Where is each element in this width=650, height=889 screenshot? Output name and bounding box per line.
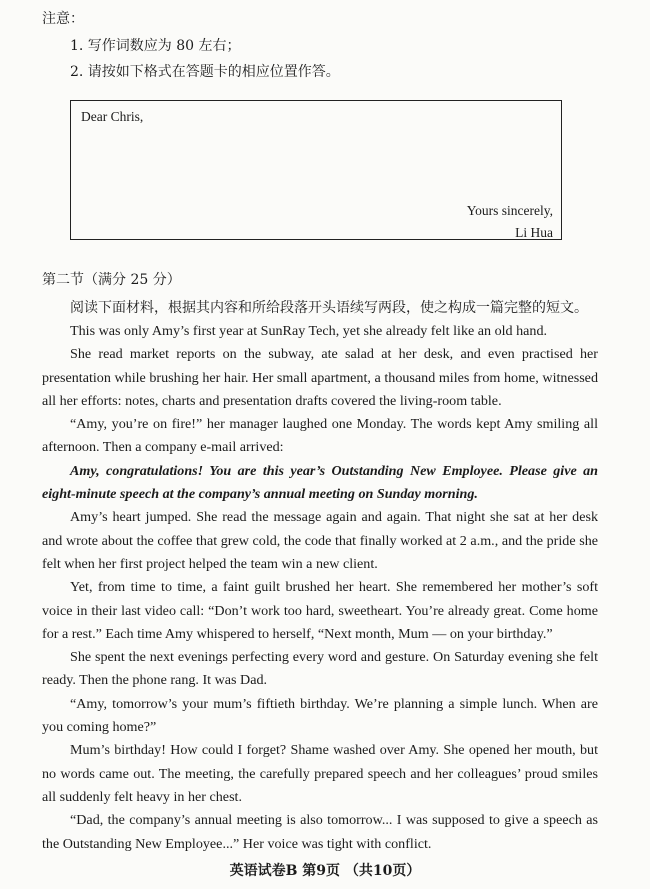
letter-greeting: Dear Chris,	[81, 109, 144, 124]
story-paragraph: This was only Amy’s first year at SunRay Tech, yet she already felt like an old hand.	[70, 323, 548, 339]
notes-heading: 注意：	[42, 11, 84, 27]
note-item-2: 2. 请按如下格式在答题卡的相应位置作答。	[70, 64, 340, 80]
story-paragraph: “Amy, tomorrow’s your mum’s fiftieth birthday. We’re planning a simple lunch. When are you coming home?”	[42, 695, 598, 736]
story-paragraph: She read market reports on the subway, ate salad at her desk, and even practised her presentation while brushing her hair. Her small apartment, a thousand miles from home, witnessed all her efforts: notes, charts and presentation drafts covered the living-room table.	[42, 346, 598, 409]
story-paragraph: Amy’s heart jumped. She read the message again and again. That night she sat at her desk and wrote about the coffee that grew cold, the code that finally worked at 2 a.m., and the pride she felt when her first project helped the team win a new client.	[42, 509, 598, 572]
section-heading: 第二节（满分 25 分）	[42, 272, 181, 288]
story-paragraph: Yet, from time to time, a faint guilt brushed her heart. She remembered her mother’s soft voice in their last video call: “Don’t work too hard, sweetheart. You’re already great. Come home for a rest.” Each time Amy whispered to herself, “Next month, Mum — on your birthday.”	[42, 579, 598, 642]
section-instruction: 阅读下面材料，根据其内容和所给段落开头语续写两段，使之构成一篇完整的短文。	[70, 300, 588, 316]
page-footer: 英语试卷B 第9页 （共10页）	[229, 863, 421, 879]
story-email: Amy, congratulations! You are this year’s Outstanding New Employee. Please give an eight-minute speech at the company’s annual meeting on Sunday morning.	[42, 462, 598, 503]
letter-closing: Yours sincerely,	[466, 203, 553, 218]
story-text	[42, 320, 598, 856]
story-paragraph: “Dad, the company’s annual meeting is also tomorrow... I was supposed to give a speech as the Outstanding New Employee...” Her voice was tight with conflict.	[42, 812, 598, 852]
story-paragraph: She spent the next evenings perfecting every word and gesture. On Saturday evening she felt ready. Then the phone rang. It was Dad.	[42, 649, 598, 689]
story-paragraph: Mum’s birthday! How could I forget? Shame washed over Amy. She opened her mouth, but no words came out. The meeting, the carefully prepared speech and her colleagues’ proud smiles all suddenly felt heavy in her chest.	[42, 742, 598, 805]
letter-signature: Li Hua	[515, 225, 553, 240]
letter-answer-box	[70, 100, 562, 240]
note-item-1: 1. 写作词数应为 80 左右；	[70, 38, 241, 54]
story-paragraph: “Amy, you’re on fire!” her manager laughed one Monday. The words kept Amy smiling all afternoon. Then a company e-mail arrived:	[42, 416, 598, 456]
